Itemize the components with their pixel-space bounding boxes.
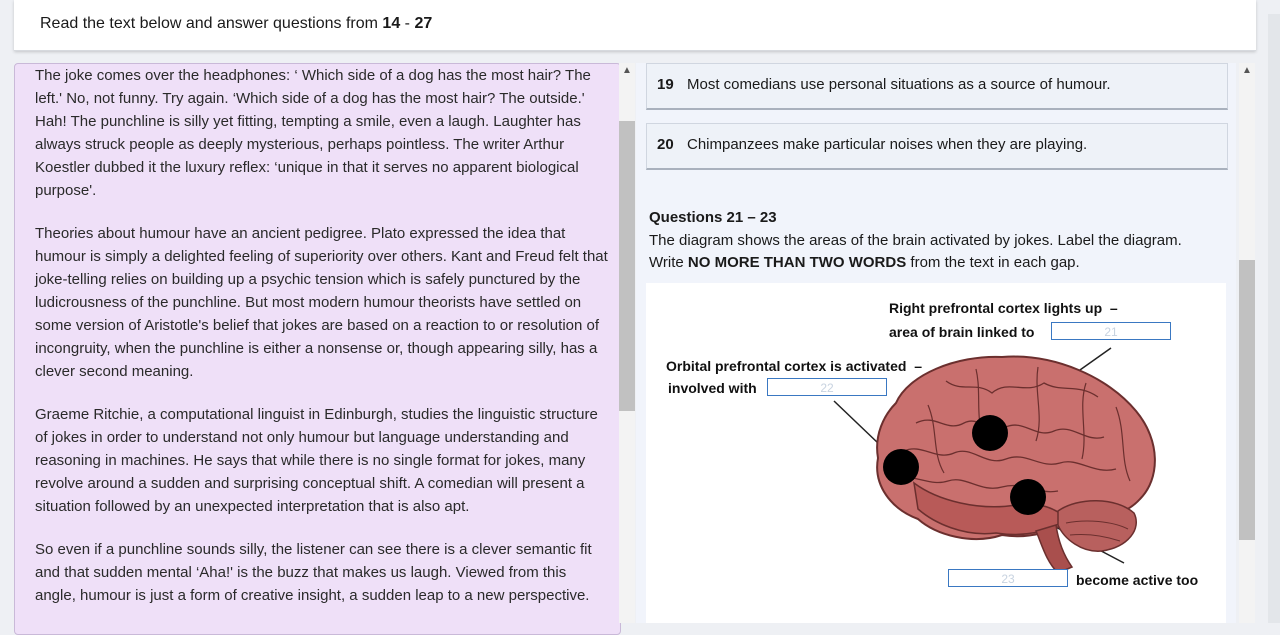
section-heading: Questions 21 – 23 [649,209,777,226]
activation-dot-orbital-prefrontal [883,449,919,485]
question-number: 20 [657,136,674,153]
activation-dot-right-prefrontal [972,415,1008,451]
question-range-end: 27 [414,15,433,32]
answer-gap-22[interactable]: 22 [767,378,887,396]
section-instructions: The diagram shows the areas of the brain activated by jokes. Label the diagram. Write NO MORE THAN TWO WORDS from the text in each gap. [649,232,1182,271]
answer-gap-23[interactable]: 23 [948,569,1068,587]
passage-paragraph: The joke comes over the headphones: ‘ Which side of a dog has the most hair? The left.' No, not funny. Try again. ‘Which side of a dog has the most hair? The outside.' Hah! The punchline is silly yet fitting, tempting a smile, even a laugh. Laughter has always struck people as deeply mysterious, perhaps pointless. The writer Arthur Koestler dubbed it the luxury reflex: ‘unique in that it serves no apparent biological purpose'. [35,67,591,199]
activation-dot-lower [1010,479,1046,515]
question-card-20[interactable] [646,123,1228,170]
passage-scrollbar[interactable] [619,63,635,623]
window-scrollbar[interactable] [1268,14,1280,623]
passage-paragraph: Graeme Ritchie, a computational linguist in Edinburgh, studies the linguistic structure of jokes in order to understand not only humour but language understanding and reasoning in machines. He says that while there is no single format for jokes, many revolve around a sudden and surprising conceptual shift. A comedian will present a situation followed by an unexpected interpretation that is also apt. [35,406,598,515]
question-card-19[interactable] [646,63,1228,110]
label-brain-linked: area of brain linked to [889,324,1035,340]
instruction-text: Read the text below and answer questions from 14 - 27 [40,15,433,32]
label-orbital-prefrontal: Orbital prefrontal cortex is activated – [666,358,922,374]
questions-panel[interactable] [636,63,1236,623]
passage-scroll-thumb[interactable] [619,121,635,411]
question-statement: Most comedians use personal situations as a source of humour. [687,76,1111,93]
answer-gap-21[interactable]: 21 [1051,322,1171,340]
label-involved-with: involved with [668,380,757,396]
instruction-bar [14,0,1256,51]
scroll-up-icon[interactable]: ▲ [1242,65,1252,76]
reading-passage-panel[interactable] [14,63,621,635]
label-become-active: become active too [1076,572,1199,588]
scroll-up-icon[interactable]: ▲ [622,65,632,76]
reading-passage [35,64,610,627]
questions-scrollbar[interactable] [1239,63,1255,623]
passage-paragraph: Theories about humour have an ancient pedigree. Plato expressed the idea that humour is simply a delighted feeling of superiority over others. Kant and Freud felt that joke-telling relies on building up a psychic tension which is safely punctured by the ludicrousness of the punchline. But most modern humour theorists have settled on some version of Aristotle's belief that jokes are based on a reaction to or resolution of incongruity, when the punchline is either a nonsense or, though appearing silly, has a clever second meaning. [35,225,608,380]
label-right-prefrontal: Right prefrontal cortex lights up – [889,300,1118,316]
passage-paragraph: So even if a punchline sounds silly, the listener can see there is a clever semantic fit and that sudden mental ‘Aha!' is the buzz that makes us laugh. Viewed from this angle, humour is just a form of creative insight, a sudden leap to a new perspective. [35,541,592,604]
question-range-start: 14 [382,15,401,32]
question-number: 19 [657,76,674,93]
question-statement: Chimpanzees make particular noises when they are playing. [687,136,1088,153]
questions-scroll-thumb[interactable] [1239,260,1255,540]
